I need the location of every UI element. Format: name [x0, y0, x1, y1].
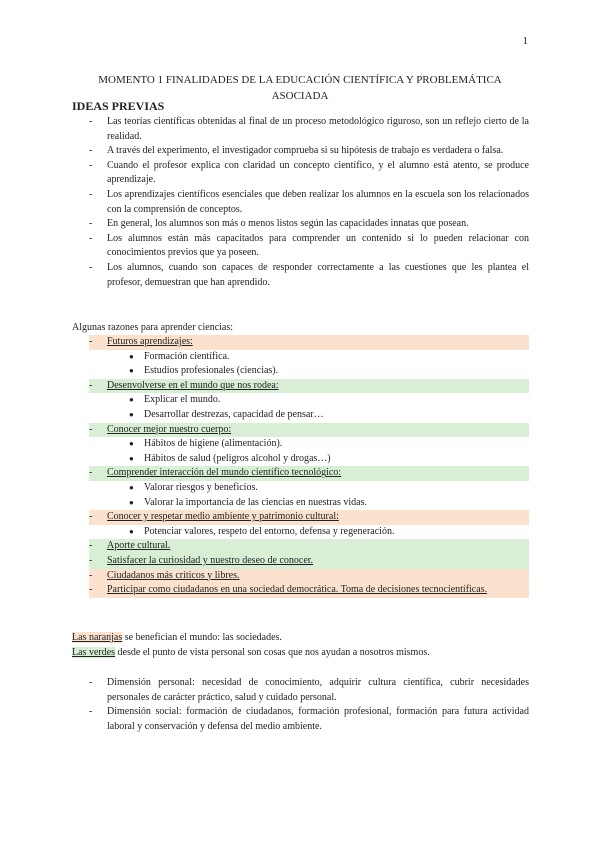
list-item: - Los alumnos están más capacitados para comprender un contenido si lo pueden relacionar con conocimientos previos que ya poseen. [89, 232, 529, 259]
legend-green: Las verdes desde el punto de vista personal son cosas que nos ayudan a nosotros mismos. [72, 646, 430, 658]
list-item: - Los alumnos, cuando son capaces de responder correctamente a las cuestiones que les plantea el profesor, demuestran que han aprendido. [89, 261, 529, 288]
section-heading: IDEAS PREVIAS [72, 99, 165, 113]
reason-item: - Conocer y respetar medio ambiente y patrimonio cultural: [89, 510, 529, 525]
list-item: - Cuando el profesor explica con claridad un concepto científico, y el alumno está atento, se produce aprendizaje. [89, 159, 529, 186]
list-item: - Dimensión social: formación de ciudadanos, formación profesional, formación para futura actividad laboral y conservación y defensa del medio ambiente. [89, 706, 529, 732]
title-line-1: MOMENTO 1 FINALIDADES DE LA EDUCACIÓN CIENTÍFICA Y PROBLEMÁTICA [98, 74, 502, 86]
sub-item: ● Explicar el mundo. [129, 394, 221, 406]
reason-item: - Ciudadanos más críticos y libres. [89, 569, 529, 584]
title-line-2: ASOCIADA [271, 90, 329, 102]
sub-item: ● Hábitos de higiene (alimentación). [129, 438, 283, 450]
reason-item: - Satisfacer la curiosidad y nuestro deseo de conocer. [89, 554, 529, 569]
legend-orange-label: Las naranjas [72, 632, 123, 643]
reason-item: - Conocer mejor nuestro cuerpo: [89, 423, 529, 438]
dimensions-list [89, 676, 529, 734]
sub-item: ● Valorar riesgos y beneficios. [129, 481, 258, 493]
list-item: - Los aprendizajes científicos esenciales que deben realizar los alumnos en la escuela son los relacionados con la comprensión de conceptos. [89, 188, 529, 215]
list-item: - Las teorías científicas obtenidas al final de un proceso metodológico riguroso, son un reflejo cierto de la realidad. [89, 116, 529, 142]
reasons-intro: Algunas razones para aprender ciencias: [72, 322, 234, 333]
sub-item: ● Hábitos de salud (peligros alcohol y drogas…) [129, 452, 331, 464]
reason-item: - Aporte cultural. [89, 539, 529, 554]
sub-item: ● Formación científica. [129, 350, 230, 362]
legend-green-label: Las verdes [72, 646, 116, 658]
reason-item: - Participar como ciudadanos en una sociedad democrática. Toma de decisiones tecnocientíficas. [89, 583, 529, 598]
reason-item: - Futuros aprendizajes: [89, 335, 529, 350]
sub-item: ● Desarrollar destrezas, capacidad de pensar… [129, 408, 324, 420]
reasons-list [89, 335, 529, 598]
sub-item: ● Valorar la importancia de las ciencias en nuestras vidas. [129, 496, 367, 508]
list-item: - A través del experimento, el investigador comprueba si su hipótesis de trabajo es verdadera o falsa. [89, 145, 504, 157]
legend-orange: Las naranjas se benefician el mundo: las sociedades. [72, 632, 282, 643]
ideas-previas-list [89, 115, 529, 290]
list-item: - Dimensión personal: necesidad de conocimiento, adquirir cultura científica, cubrir necesidades personales de carácter práctico, salud y cuidado personal. [89, 677, 529, 703]
sub-item: ● Estudios profesionales (ciencias). [129, 365, 279, 377]
list-item: - En general, los alumnos son más o menos listos según las capacidades innatas que posean. [89, 218, 469, 230]
page-number: 1 [522, 35, 528, 47]
reason-item: - Comprender interacción del mundo científico tecnológico: [89, 466, 529, 481]
color-legend [72, 631, 532, 660]
reason-item: - Desenvolverse en el mundo que nos rodea: [89, 379, 529, 394]
sub-item: ● Potenciar valores, respeto del entorno, defensa y regeneración. [129, 525, 395, 537]
